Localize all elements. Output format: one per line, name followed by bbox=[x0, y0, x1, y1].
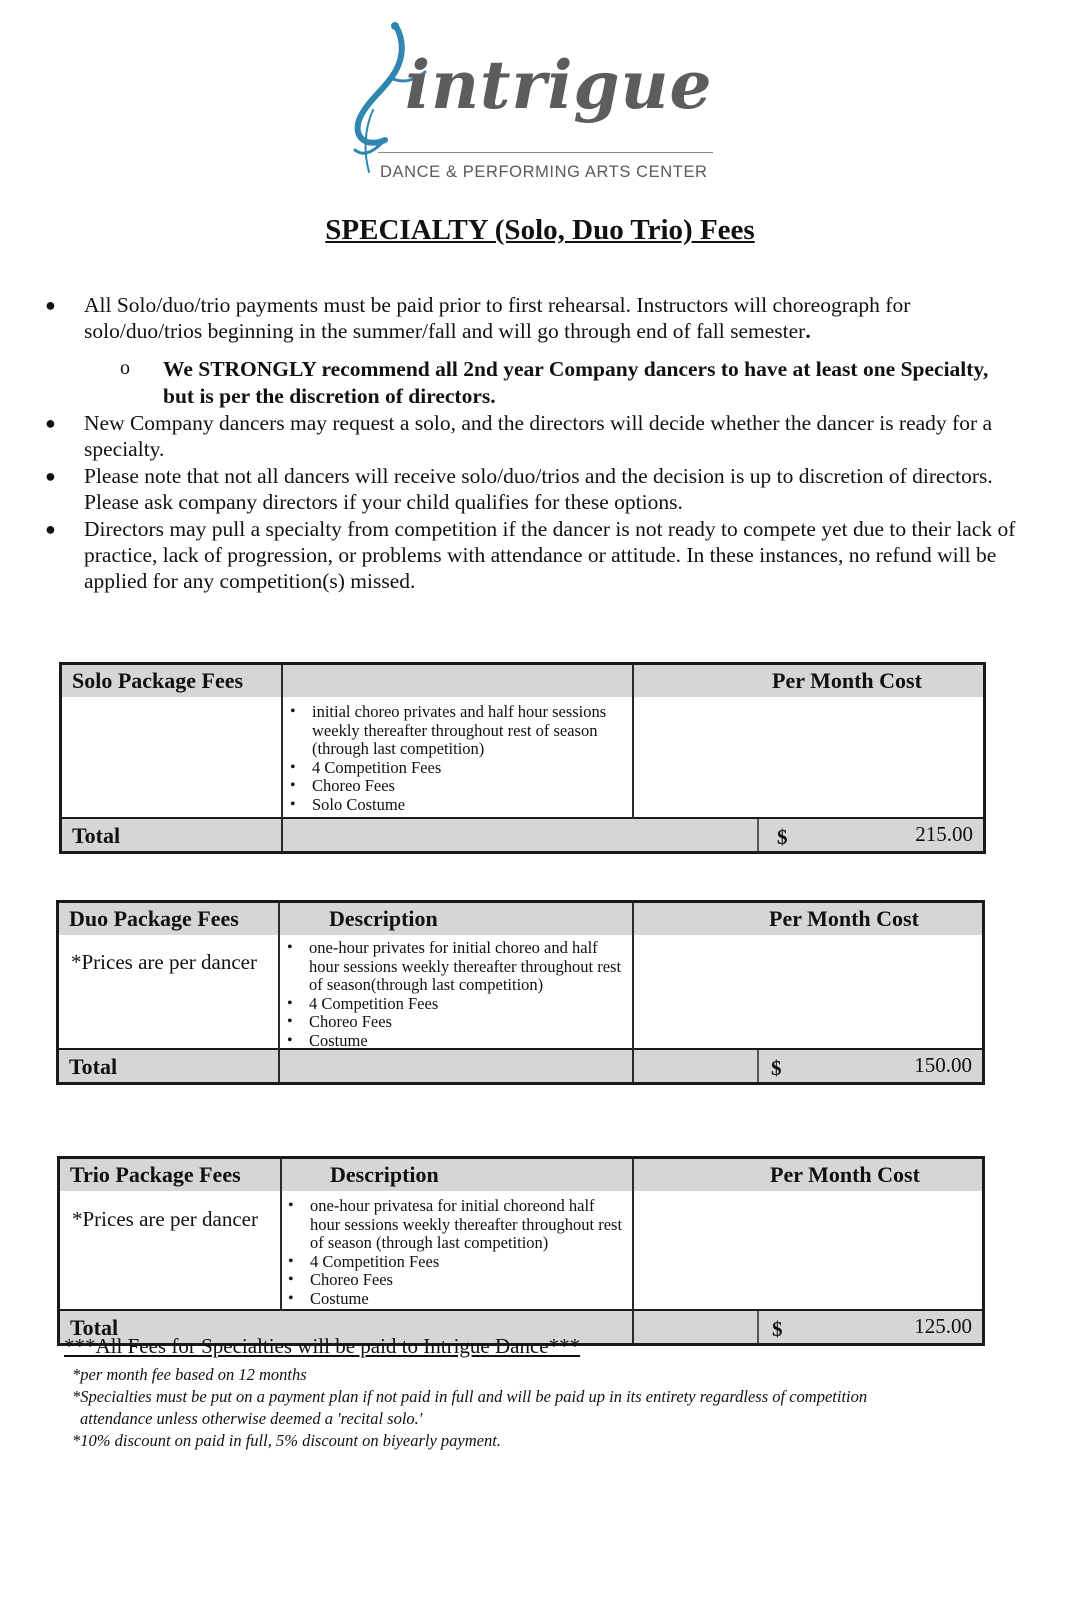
list-item: • initial choreo privates and half hour sessions weekly thereafter throughout rest of season (through last competition) bbox=[284, 703, 624, 759]
footnote-monthly: *per month fee based on 12 months bbox=[72, 1365, 307, 1384]
policy-item-payments bbox=[38, 292, 1018, 344]
solo-total-label: Total bbox=[72, 823, 121, 848]
policy-item-pull-specialty bbox=[38, 516, 1018, 594]
logo-subtitle: DANCE & PERFORMING ARTS CENTER bbox=[380, 163, 708, 181]
column-divider bbox=[757, 1050, 759, 1082]
list-item: • Choreo Fees bbox=[282, 1271, 627, 1290]
trio-price-note: *Prices are per dancer bbox=[72, 1207, 258, 1231]
solo-cost-heading: Per Month Cost bbox=[772, 668, 922, 693]
duo-fee-table bbox=[56, 900, 985, 1085]
policy-item-new-dancers-text: New Company dancers may request a solo, and the directors will decide whether the dancer is ready for a specialty. bbox=[84, 411, 993, 461]
logo-divider bbox=[378, 152, 713, 153]
footnote-payment-plan-continued: attendance unless otherwise deemed a 'recital solo.' bbox=[80, 1409, 423, 1428]
column-divider bbox=[278, 903, 280, 1082]
trio-fee-table bbox=[57, 1156, 985, 1346]
fee-footnotes bbox=[72, 1364, 1032, 1452]
solo-amount: 215.00 bbox=[915, 822, 973, 846]
list-item: • one-hour privates for initial choreo and half hour sessions weekly thereafter throughout rest of season(through last competition) bbox=[281, 939, 626, 995]
trio-currency: $ bbox=[772, 1317, 783, 1341]
trio-amount: 125.00 bbox=[914, 1314, 972, 1338]
policy-subitem-recommendation-text: We STRONGLY recommend all 2nd year Company dancers to have at least one Specialty, but is per the discretion of directors. bbox=[163, 357, 989, 408]
footnote-discount: *10% discount on paid in full, 5% discount on biyearly payment. bbox=[72, 1431, 501, 1450]
trio-description-list bbox=[282, 1197, 627, 1308]
trio-total-label: Total bbox=[70, 1315, 119, 1340]
policy-item-payments-period: . bbox=[805, 319, 811, 343]
page-title: SPECIALTY (Solo, Duo Trio) Fees bbox=[325, 214, 755, 246]
list-item: • Choreo Fees bbox=[284, 777, 624, 796]
policy-bullets bbox=[38, 292, 1018, 595]
logo-wordmark: intrigue bbox=[405, 46, 713, 124]
solo-description-list bbox=[284, 703, 624, 814]
hollow-bullet-icon: o bbox=[120, 357, 130, 379]
list-item: • 4 Competition Fees bbox=[284, 759, 624, 778]
duo-description-list bbox=[281, 939, 626, 1050]
solo-package-heading: Solo Package Fees bbox=[72, 668, 244, 693]
duo-package-heading: Duo Package Fees bbox=[69, 906, 239, 931]
footnote-payment-plan: *Specialties must be put on a payment plan if not paid in full and will be paid up in its entirety regardless of competition bbox=[72, 1387, 868, 1406]
list-item: • Costume bbox=[281, 1032, 626, 1051]
list-item: • Solo Costume bbox=[284, 796, 624, 815]
payment-notice: ***All Fees for Specialties will be paid to Intrigue Dance*** bbox=[64, 1334, 581, 1358]
column-divider bbox=[632, 903, 634, 1082]
trio-description-heading: Description bbox=[330, 1162, 439, 1187]
list-item: • Choreo Fees bbox=[281, 1013, 626, 1032]
list-item: • Costume bbox=[282, 1290, 627, 1309]
solo-fee-table bbox=[59, 662, 986, 854]
list-item: • one-hour privatesa for initial choreond half hour sessions weekly thereafter throughout rest of season (through last competition) bbox=[282, 1197, 627, 1253]
policy-item-discretion-text: Please note that not all dancers will receive solo/duo/trios and the decision is up to discretion of directors. Please ask company directors if your child qualifies for these options. bbox=[84, 464, 993, 514]
bullet-icon: ● bbox=[45, 413, 56, 433]
bullet-icon: ● bbox=[45, 295, 56, 315]
list-item: • 4 Competition Fees bbox=[281, 995, 626, 1014]
policy-item-new-dancers bbox=[38, 410, 1018, 462]
duo-amount: 150.00 bbox=[914, 1053, 972, 1077]
solo-currency: $ bbox=[777, 825, 788, 849]
bullet-icon: ● bbox=[45, 466, 56, 486]
policy-item-pull-specialty-text: Directors may pull a specialty from competition if the dancer is not ready to compete yet due to their lack of practice, lack of progression, or problems with attendance or attitude. In these instances, no refund will be applied for any competition(s) missed. bbox=[84, 517, 1016, 593]
list-item: • 4 Competition Fees bbox=[282, 1253, 627, 1272]
column-divider bbox=[632, 1159, 634, 1343]
column-divider bbox=[281, 665, 283, 851]
duo-currency: $ bbox=[771, 1056, 782, 1080]
duo-description-heading: Description bbox=[329, 906, 438, 931]
policy-item-payments-text: All Solo/duo/trio payments must be paid prior to first rehearsal. Instructors will choreograph for solo/duo/trios beginning in the summer/fall and will go through end of fall semester bbox=[84, 293, 911, 343]
column-divider bbox=[757, 1311, 759, 1343]
table-total-row bbox=[62, 817, 983, 851]
policy-subitem-recommendation bbox=[38, 356, 1018, 410]
policy-item-discretion bbox=[38, 463, 1018, 515]
trio-package-heading: Trio Package Fees bbox=[70, 1162, 241, 1187]
column-divider bbox=[632, 665, 634, 819]
column-divider bbox=[757, 819, 759, 851]
duo-total-label: Total bbox=[69, 1054, 118, 1079]
bullet-icon: ● bbox=[45, 519, 56, 539]
logo bbox=[345, 22, 715, 192]
trio-cost-heading: Per Month Cost bbox=[770, 1162, 920, 1187]
duo-price-note: *Prices are per dancer bbox=[71, 950, 257, 974]
table-total-row bbox=[59, 1048, 982, 1082]
duo-cost-heading: Per Month Cost bbox=[769, 906, 919, 931]
